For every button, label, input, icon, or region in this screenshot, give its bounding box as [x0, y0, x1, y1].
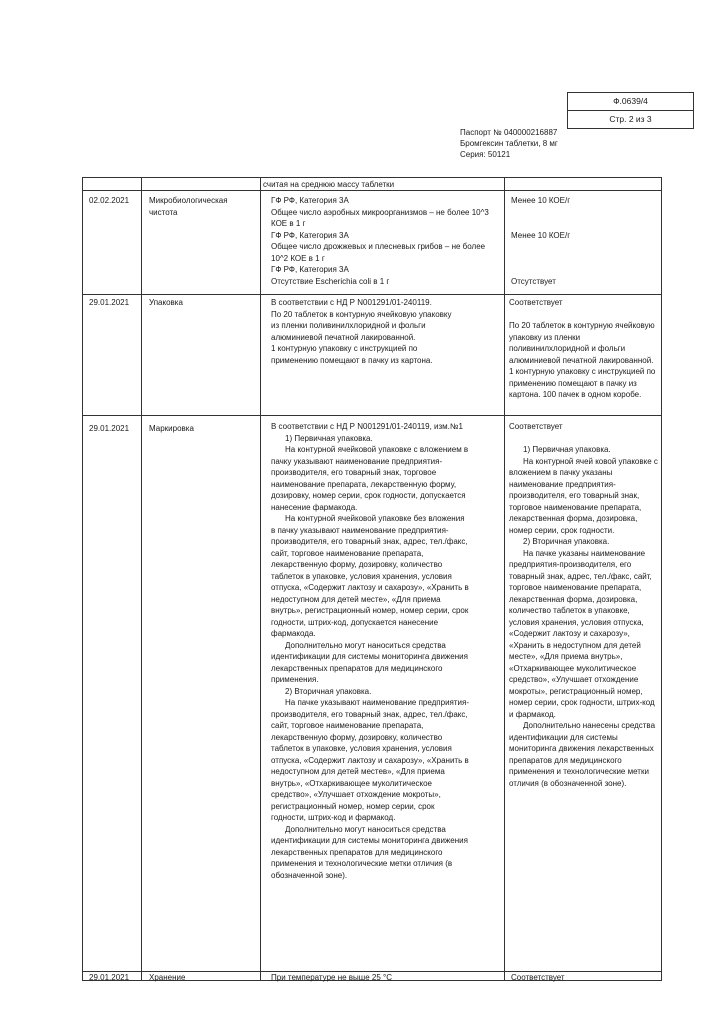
row-date: 29.01.2021 [89, 298, 130, 307]
row-indicator: Упаковка [149, 298, 183, 307]
result-text: На пачке указаны наименование предприятия-производителя, его товарный знак, адрес, тел./факс, сайт, торговое наименование препарата, лекарственная форма, дозировка, количество таблеток в упаковке, условия хранения, условия отпуска, «Содержит лактозу и сахарозу», «Хранить в недоступном для детей месте», «Для приема внутрь», «Отхаркивающее муколитическое средство», «Улучшает отхождение мокроты», регистрационный номер, номер серии, срок годности, штрих-код и фармакод. [509, 548, 655, 719]
column-divider [260, 178, 261, 980]
row-indicator: Маркировка [149, 424, 194, 433]
result-text: Соответствует [511, 973, 565, 982]
requirement-text: В соответствии с НД Р N001291/01-240119. [271, 298, 432, 307]
row-date: 02.02.2021 [89, 196, 130, 205]
result-text: 1 контурную упаковку с инструкцией по применению помещают в пачку из картона. 100 пачек в одном коробе. [509, 367, 656, 399]
requirements-cell [271, 421, 469, 881]
column-divider [141, 178, 142, 980]
result-text: Соответствует [509, 422, 563, 431]
requirement-text: 1 контурную упаковку с инструкцией по применению помещают в пачку из картона. [271, 344, 433, 365]
carry-over-text: считая на среднюю массу таблетки [263, 180, 395, 189]
requirement-text: ГФ РФ, Категория 3А [271, 196, 349, 205]
analysis-table [82, 177, 662, 981]
requirement-text: Дополнительно могут наноситься средства идентификации для системы мониторинга движения лекарственных препаратов для медицинского применения и технологические метки отличия (в обозначенной зоне). [271, 824, 468, 880]
requirements-cell [271, 195, 501, 287]
row-date: 29.01.2021 [89, 424, 130, 433]
column-divider [504, 178, 505, 980]
form-code: Ф.0639/4 [613, 96, 648, 106]
requirement-text: 1) Первичная упаковка. [285, 433, 373, 443]
passport-info [460, 127, 558, 160]
form-code-box [567, 92, 694, 129]
results-cell [509, 297, 659, 401]
results-cell [509, 421, 659, 789]
requirement-text: По 20 таблеток в контурную ячейковую упаковку из пленки поливинилхлоридной и фольги алюминиевой печатной лакированной. [271, 309, 452, 342]
result-text: На контурной ячей ковой упаковке с вложением в пачку указаны наименование предприятия-производителя, его товарный знак, торговое наименование препарата, лекарственная форма, дозировка, номер серии, срок годности. [509, 456, 658, 535]
result-text: Менее 10 КОЕ/г [511, 196, 571, 205]
result-text: Дополнительно нанесены средства идентификации для системы мониторинга движения лекарственных препаратов для медицинского применения и технологические метки отличия (в обозначенной зоне). [509, 721, 656, 788]
product-name: Бромгексин таблетки, 8 мг [460, 139, 558, 148]
requirement-text: При температуре не выше 25 °С [271, 973, 392, 982]
result-text: 2) Вторичная упаковка. [523, 537, 610, 546]
requirement-text: Общее число дрожжевых и плесневых грибов – не более 10^2 КОЕ в 1 г [271, 242, 486, 263]
requirement-text: На контурной ячейковой упаковке без вложения в пачку указывают наименование предприятия-производителя, его товарный знак, адрес, тел./факс, сайт, торговое наименование препарата, лекарственную форму, дозировку, количество таблеток в упаковке, условия хранения, условия отпуска, «Содержит лактозу и сахарозу», «Хранить в недоступном для детей месте», «Для приема внутрь», регистрационный номер, номер серии, срок годности, штрих-код, допускается нанесение фармакода. [271, 514, 469, 638]
results-cell [511, 195, 659, 287]
requirement-text: 2) Вторичная упаковка. [285, 686, 372, 696]
requirement-text: На пачке указывают наименование предприятия-производителя, его товарный знак, адрес, тел./факс, сайт, торговое наименование препарата, лекарственную форму, дозировку, количество таблеток в упаковке, условия хранения, условия отпуска, «Содержит лактозу и сахарозу», «Хранить в недоступном для детей местев», «Для приема внутрь», «Отхаркивающее муколитическое средство», «Улучшает отхождение мокроты», регистрационный номер, номер серии, срок годности, штрих-код и фармакод. [271, 698, 470, 822]
requirement-text: ГФ РФ, Категория 3А [271, 230, 349, 240]
result-text: Отсутствует [511, 276, 556, 286]
requirement-text: Дополнительно могут наноситься средства идентификации для системы мониторинга движения лекарственных препаратов для медицинского применения. [271, 640, 468, 684]
result-text: Менее 10 КОЕ/г [511, 230, 571, 240]
requirement-text: На контурной ячейковой упаковке с вложением в пачку указывают наименование предприятия-производителя, его товарный знак, торговое наименование препарата, лекарственную форму, дозировку, номер серии, срок годности, допускается нанесение фармакода. [271, 445, 469, 512]
requirement-text: В соответствии с НД Р N001291/01-240119, изм.№1 [271, 422, 463, 431]
row-divider [83, 415, 661, 416]
requirements-cell [271, 297, 461, 366]
requirement-text: Общее число аэробных микроорганизмов – не более 10^3 КОЕ в 1 г [271, 207, 489, 228]
series-number: Серия: 50121 [460, 150, 511, 159]
requirement-text: Отсутствие Escherichia coli в 1 г [271, 276, 390, 286]
result-text: Соответствует [509, 298, 563, 307]
page-number: Стр. 2 из 3 [568, 110, 693, 128]
row-indicator: Хранение [149, 973, 186, 982]
passport-number: Паспорт № 040000216887 [460, 128, 558, 137]
row-divider [83, 294, 661, 295]
row-date: 29.01.2021 [89, 973, 130, 982]
row-indicator: Микробиологическая чистота [149, 196, 228, 217]
requirement-text: ГФ РФ, Категория 3А [271, 265, 349, 274]
result-text: По 20 таблеток в контурную ячейковую упаковку из пленки поливинилхлоридной и фольги алюминиевой печатной лакированной. [509, 321, 655, 365]
result-text: 1) Первичная упаковка. [523, 445, 611, 454]
